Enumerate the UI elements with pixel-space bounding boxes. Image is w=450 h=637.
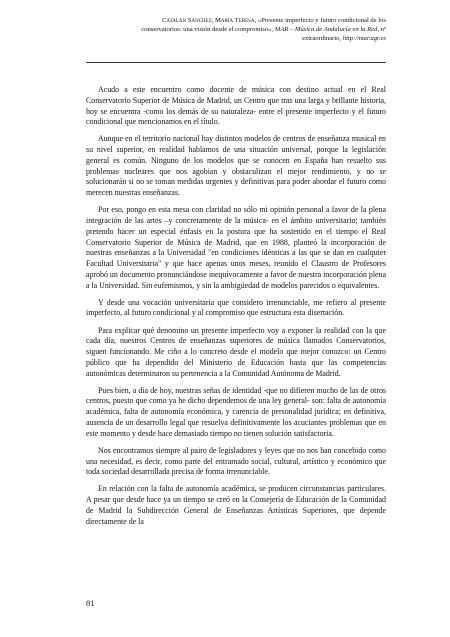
paragraph: Acudo a este encuentro como docente de música con destino actual en el Real Conservatorio Superior de Música de Madrid, un Centro que tras una larga y brillante historia, hoy se encuentra -como los demás de su naturaleza- entre el presente imperfecto y el futuro condicional que mencionamos en el título. bbox=[86, 85, 386, 127]
header-article-title: «Presente imperfecto y futuro condicional de los bbox=[256, 17, 386, 24]
paragraph: Pues bien, a día de hoy, nuestras señas de identidad -que no difieren mucho de las de otros centros, puesto que como ya he dicho dependemos de una ley general- son: falta de autonomía académica, falta de autonomía económica, y carencia de personalidad jurídica; en definitiva, ausencia de un desarrollo legal que resuelva definitivamente los acuciantes problemas que en este momento y desde hace demasiado tiempo no tienen solución satisfactoria. bbox=[86, 385, 386, 438]
paragraph: Por eso, pongo en esta mesa con claridad no sólo mi opinión personal a favor de la plena integración de las artes –y concretamente de la música- en el ámbito universitario; también pretendo hacer un especial énfasis en la postura que ha sostenido en el tiempo el Real Conservatorio Superior de Música de Madrid, que en 1988, planteó la incorporación de nuestras enseñanzas a la Universidad "en condiciones idénticas a las que se dan en cualquier Facultad Universitaria" y que hace apenas unos meses, reunido el Claustro de Profesores aprobó un documento pronunciándose inequívocamente a favor de nuestra incorporación plena a la Universidad. Sin eufemismos, y sin la ambigüedad de modelos parecidos o equivalentes. bbox=[86, 205, 386, 290]
header-journal: MAR – Música de Andalucía en la Red, bbox=[273, 26, 379, 33]
running-header bbox=[86, 16, 386, 43]
paragraph: Para explicar qué denomino un presente imperfecto voy a exponer la realidad con la que cada día, nuestros Centros de enseñanzas superiores de música llamados Conservatorios, siguen funcionando. Me ciño a lo concreto desde el modelo que mejor conozco: un Centro público que ha dependido del Ministerio de Educación hasta que las competencias autonómicas determinaron su pertenencia a la Comunidad Autónoma de Madrid. bbox=[86, 325, 386, 378]
paragraph: Aunque en el territorio nacional hay distintos modelos de centros de enseñanza musical en su nivel superior, en realidad hablamos de una situación universal, porque la legislación general es común. Ninguno de los modelos que se conocen en España han resuelto sus problemas nucleares que nos agobian y obstaculizan el mejor rendimiento, y no se solucionarán si no se toman medidas urgentes y definitivas para poder abordar el futuro como merecen nuestras enseñanzas. bbox=[86, 134, 386, 198]
page-number: 81 bbox=[86, 598, 95, 608]
header-issue-cont: extraordinario, bbox=[302, 35, 343, 42]
paragraph: Y desde una vocación universitaria que considero irrenunciable, me refiero al presente imperfecto, al futuro condicional y al compromiso que estructura esta disertación. bbox=[86, 297, 386, 318]
header-issue: nº bbox=[379, 26, 386, 33]
header-author: Catalán Sánchez, María Teresa, bbox=[162, 17, 257, 24]
article-body bbox=[86, 85, 386, 534]
header-article-title-cont: conservatorios: una visión desde el compromiso», bbox=[141, 26, 274, 33]
header-rule bbox=[86, 62, 386, 63]
header-url-link[interactable]: http://mar.ugr.es bbox=[342, 35, 386, 42]
paragraph: Nos encontramos siempre al pairo de legisladores y leyes que no nos han concebido como una necesidad, es decir, como parte del entramado social, cultural, artístico y económico que toda sociedad desarrollada precisa de forma irrenunciable. bbox=[86, 445, 386, 477]
paragraph: En relación con la falta de autonomía académica, se producen circunstancias particulares. A pesar que desde hace ya un tiempo se creó en la Consejería de Educación de la Comunidad de Madrid la Subdirección General de Enseñanzas Artísticas Superiores, que depende directamente de la bbox=[86, 484, 386, 526]
